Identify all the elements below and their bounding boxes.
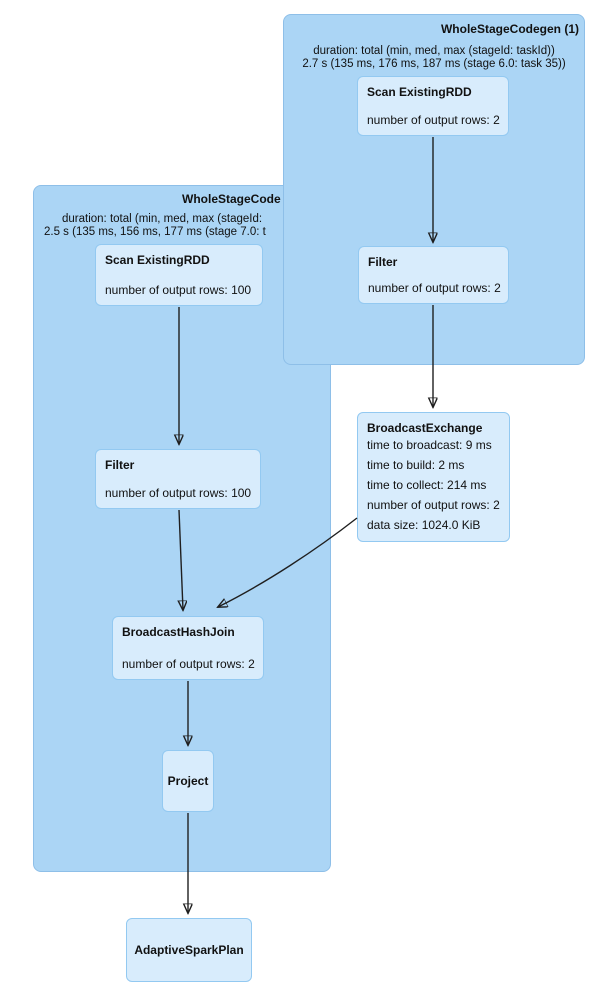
node-title: Filter [105, 458, 135, 472]
node-title: Project [167, 774, 209, 788]
node-metric: time to build: 2 ms [367, 458, 465, 472]
node-metric: number of output rows: 2 [367, 498, 500, 512]
duration-label: duration: total (min, med, max (stageId: [62, 213, 263, 225]
node-title: BroadcastHashJoin [122, 625, 235, 639]
node-title: AdaptiveSparkPlan [134, 943, 244, 957]
node-filter-1[interactable] [358, 246, 509, 304]
node-metrics [367, 435, 500, 535]
node-title: Scan ExistingRDD [105, 253, 210, 267]
node-adaptive-spark-plan[interactable] [126, 918, 252, 982]
node-filter-2[interactable] [95, 449, 261, 509]
duration-value: 2.7 s (135 ms, 176 ms, 187 ms (stage 6.0: task 35)) [302, 58, 566, 70]
cluster-title: WholeStageCodegen (1) [440, 22, 579, 36]
node-metric: number of output rows: 2 [367, 113, 500, 127]
node-title: Scan ExistingRDD [367, 85, 472, 99]
node-metric: data size: 1024.0 KiB [367, 518, 481, 532]
node-metric: number of output rows: 100 [105, 283, 252, 297]
node-scan-existingrdd-2[interactable] [95, 244, 263, 306]
node-broadcast-hash-join[interactable] [112, 616, 264, 680]
node-broadcast-exchange[interactable] [357, 412, 510, 542]
cluster-title: WholeStageCode [182, 192, 281, 206]
node-title: BroadcastExchange [367, 421, 483, 435]
cluster-wholestagecodegen-1 [283, 14, 585, 365]
duration-value: 2.5 s (135 ms, 156 ms, 177 ms (stage 7.0: t [44, 226, 266, 238]
node-metric: number of output rows: 2 [122, 657, 255, 671]
node-metric: time to broadcast: 9 ms [367, 438, 492, 452]
node-scan-existingrdd-1[interactable] [357, 76, 509, 136]
node-project[interactable] [162, 750, 214, 812]
node-metric: number of output rows: 2 [368, 281, 501, 295]
node-title: Filter [368, 255, 398, 269]
node-metric: number of output rows: 100 [105, 486, 252, 500]
node-metric: time to collect: 214 ms [367, 478, 487, 492]
duration-label: duration: total (min, med, max (stageId: taskId)) [313, 45, 555, 57]
